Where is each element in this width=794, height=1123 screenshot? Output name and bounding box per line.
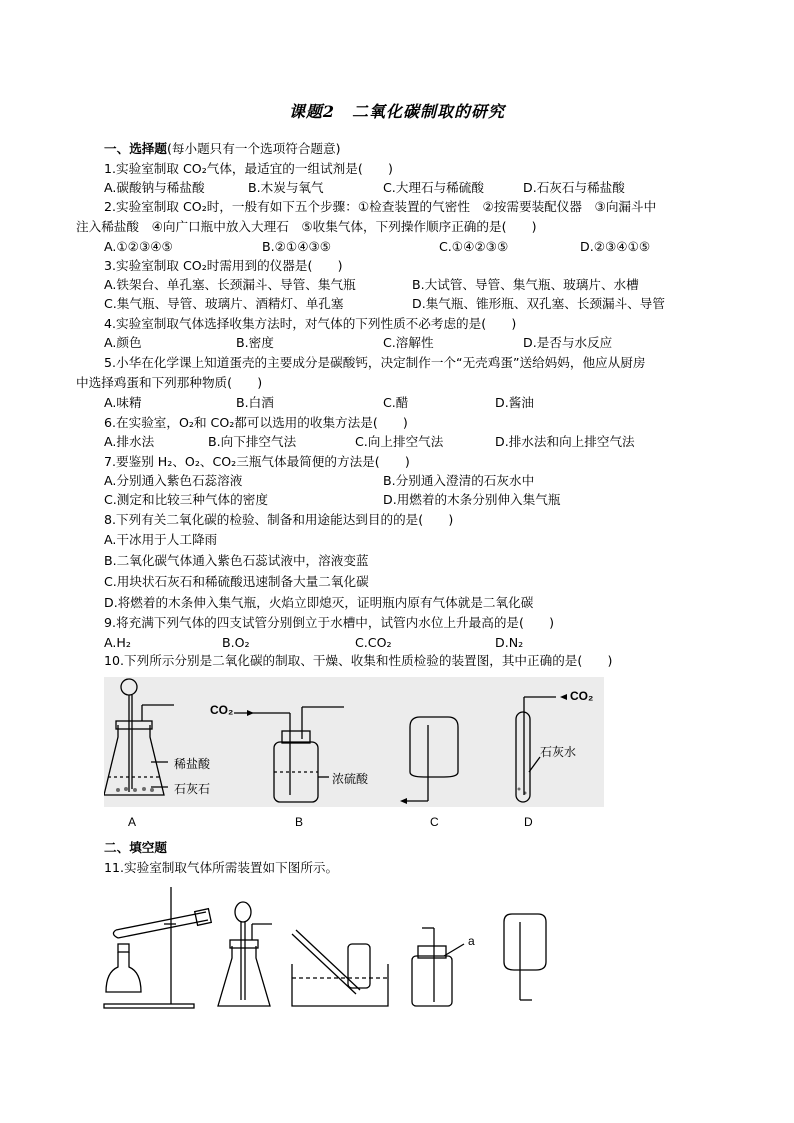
label-dilute-hcl: 稀盐酸 xyxy=(174,757,211,771)
q5-option-d[interactable]: D.酱油 xyxy=(495,395,534,410)
q4-option-d[interactable]: D.是否与水反应 xyxy=(523,335,613,350)
q3-option-a[interactable]: A.铁架台、单孔塞、长颈漏斗、导管、集气瓶 xyxy=(104,277,356,292)
q11-stem: 11.实验室制取气体所需装置如下图所示。 xyxy=(104,860,339,875)
q1-option-d[interactable]: D.石灰石与稀盐酸 xyxy=(523,180,625,195)
q2-option-c[interactable]: C.①④②③⑤ xyxy=(439,239,509,254)
q5-option-c[interactable]: C.醋 xyxy=(383,395,409,410)
section1-heading-text: 一、选择题 xyxy=(104,141,167,156)
conical-flask-11 xyxy=(218,946,270,1006)
q8-option-a[interactable]: A.干冰用于人工降雨 xyxy=(104,532,218,547)
q2-stem-line1: 2.实验室制取 CO₂时，一般有如下五个步骤：①检查装置的气密性 ②按需要装配仪器 ③向漏斗中 xyxy=(104,199,657,214)
q3-option-d[interactable]: D.集气瓶、锥形瓶、双孔塞、长颈漏斗、导管 xyxy=(412,296,665,311)
q10-apparatus-figure xyxy=(104,677,604,807)
q9-option-d[interactable]: D.N₂ xyxy=(495,635,524,650)
q10-caption-b: B xyxy=(295,815,304,829)
water-trough xyxy=(292,964,388,1006)
conical-flask xyxy=(104,725,164,795)
q9-option-b[interactable]: B.O₂ xyxy=(222,635,250,650)
q1-option-b[interactable]: B.木炭与氧气 xyxy=(248,180,324,195)
q10-caption-c: C xyxy=(430,815,439,829)
q7-option-a[interactable]: A.分别通入紫色石蕊溶液 xyxy=(104,473,243,488)
q9-option-c[interactable]: C.CO₂ xyxy=(355,635,392,650)
alcohol-lamp xyxy=(106,952,141,992)
page-title: 课题2 二氧化碳制取的研究 xyxy=(288,102,506,121)
label-co2-d: CO₂ xyxy=(570,689,594,703)
q11-apparatus-figure xyxy=(96,882,556,1012)
label-co2-b: CO₂ xyxy=(210,703,234,717)
funnel-bulb xyxy=(121,679,137,695)
q3-option-c[interactable]: C.集气瓶、导管、玻璃片、酒精灯、单孔塞 xyxy=(104,296,344,311)
q8-option-b[interactable]: B.二氧化碳气体通入紫色石蕊试液中，溶液变蓝 xyxy=(104,553,369,568)
q2-option-b[interactable]: B.②①④③⑤ xyxy=(262,239,332,254)
q5-stem-line1: 5.小华在化学课上知道蛋壳的主要成分是碳酸钙，决定制作一个“无壳鸡蛋”送给妈妈，他应从厨房 xyxy=(104,355,646,370)
q11-apparatus-svg xyxy=(96,882,556,1012)
gas-jar-c xyxy=(410,717,458,777)
label-limewater: 石灰水 xyxy=(540,745,577,759)
q8-option-d[interactable]: D.将燃着的木条伸入集气瓶，火焰立即熄灭，证明瓶内原有气体就是二氧化碳 xyxy=(104,595,534,610)
q1-stem: 1.实验室制取 CO₂气体，最适宜的一组试剂是( ) xyxy=(104,161,393,176)
q1-option-a[interactable]: A.碳酸钠与稀盐酸 xyxy=(104,180,205,195)
label-conc-h2so4: 浓硫酸 xyxy=(332,772,369,786)
q7-option-d[interactable]: D.用燃着的木条分别伸入集气瓶 xyxy=(383,492,561,507)
q4-option-c[interactable]: C.溶解性 xyxy=(383,335,434,350)
q10-caption-d: D xyxy=(524,815,533,829)
q8-option-c[interactable]: C.用块状石灰石和稀硫酸迅速制备大量二氧化碳 xyxy=(104,574,369,589)
q6-option-c[interactable]: C.向上排空气法 xyxy=(355,434,444,449)
q2-stem-line2: 注入稀盐酸 ④向广口瓶中放入大理石 ⑤收集气体，下列操作顺序正确的是( ) xyxy=(76,219,537,234)
funnel-11 xyxy=(235,902,251,922)
q2-option-d[interactable]: D.②③④①⑤ xyxy=(580,239,651,254)
q7-option-b[interactable]: B.分别通入澄清的石灰水中 xyxy=(383,473,535,488)
label-a: a xyxy=(468,934,475,948)
gas-bottle-11 xyxy=(412,956,452,1006)
q4-option-b[interactable]: B.密度 xyxy=(236,335,274,350)
q7-option-c[interactable]: C.测定和比较三种气体的密度 xyxy=(104,492,268,507)
q9-stem: 9.将充满下列气体的四支试管分别倒立于水槽中，试管内水位上升最高的是( ) xyxy=(104,615,555,630)
q5-option-b[interactable]: B.白酒 xyxy=(236,395,274,410)
q3-stem: 3.实验室制取 CO₂时需用到的仪器是( ) xyxy=(104,258,343,273)
q10-caption-a: A xyxy=(128,815,137,829)
q1-option-c[interactable]: C.大理石与稀硫酸 xyxy=(383,180,484,195)
q6-option-b[interactable]: B.向下排空气法 xyxy=(208,434,297,449)
q9-option-a[interactable]: A.H₂ xyxy=(104,635,131,650)
label-limestone: 石灰石 xyxy=(174,782,211,796)
q4-stem: 4.实验室制取气体选择收集方法时，对气体的下列性质不必考虑的是( ) xyxy=(104,316,517,331)
q8-stem: 8.下列有关二氧化碳的检验、制备和用途能达到目的的是( ) xyxy=(104,512,454,527)
q6-stem: 6.在实验室，O₂和 CO₂都可以选用的收集方法是( ) xyxy=(104,415,408,430)
section1-heading xyxy=(104,141,341,157)
q7-stem: 7.要鉴别 H₂、O₂、CO₂三瓶气体最简便的方法是( ) xyxy=(104,454,410,469)
q5-stem-line2: 中选择鸡蛋和下列那种物质( ) xyxy=(76,375,263,390)
q10-stem: 10.下列所示分别是二氧化碳的制取、干燥、收集和性质检验的装置图，其中正确的是( ) xyxy=(104,653,613,668)
section1-note: (每小题只有一个选项符合题意) xyxy=(166,141,341,156)
q6-option-d[interactable]: D.排水法和向上排空气法 xyxy=(495,434,635,449)
q2-option-a[interactable]: A.①②③④⑤ xyxy=(104,239,173,254)
q3-option-b[interactable]: B.大试管、导管、集气瓶、玻璃片、水槽 xyxy=(412,277,639,292)
q6-option-a[interactable]: A.排水法 xyxy=(104,434,155,449)
q5-option-a[interactable]: A.味精 xyxy=(104,395,142,410)
q4-option-a[interactable]: A.颜色 xyxy=(104,335,142,350)
gas-jar-11 xyxy=(504,914,546,970)
section2-heading: 二、填空题 xyxy=(104,840,167,855)
